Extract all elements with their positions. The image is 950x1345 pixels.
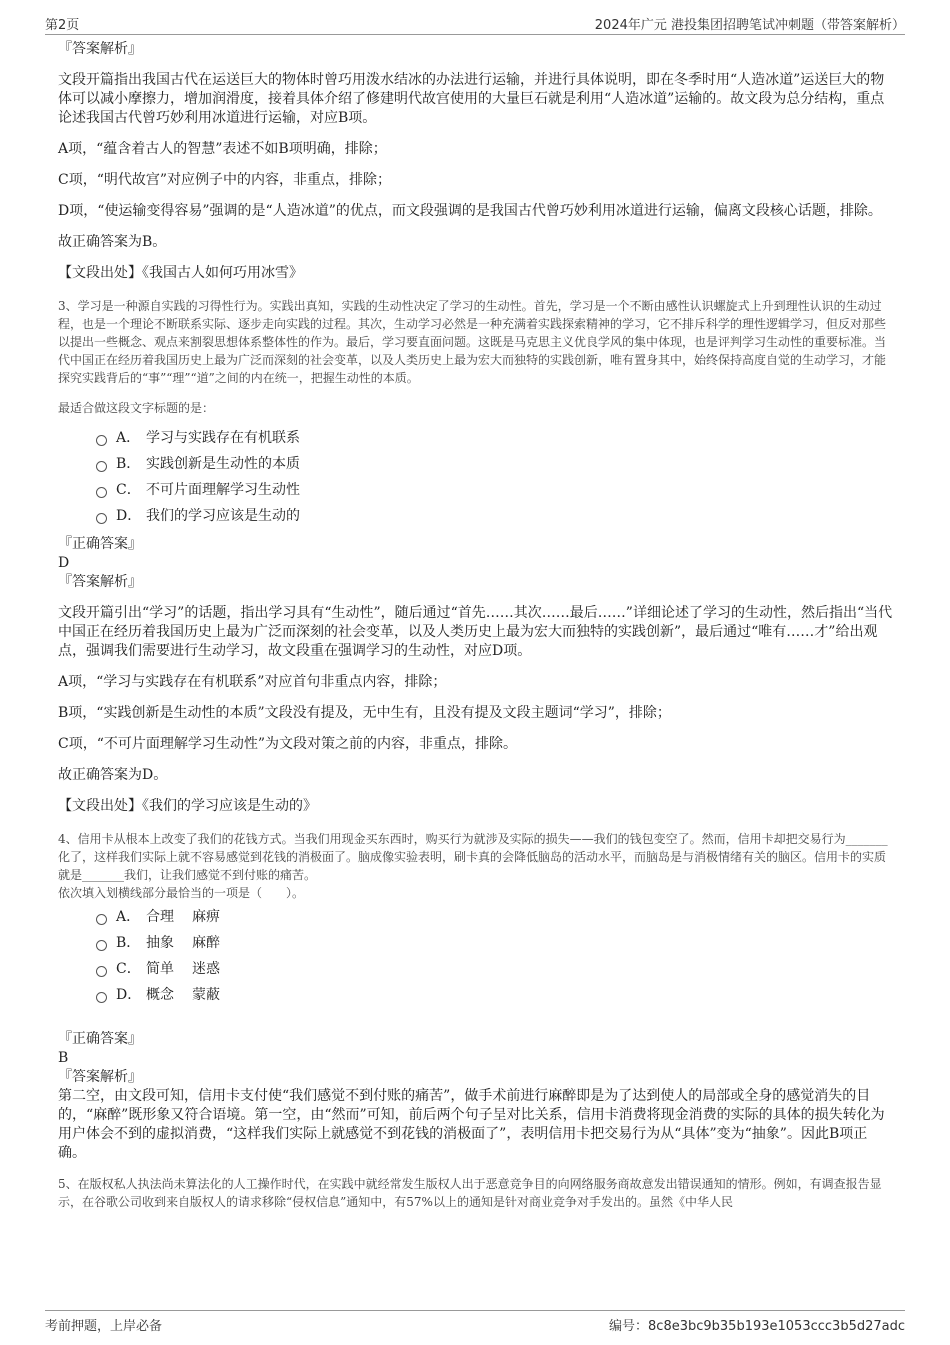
option-c[interactable]: [96, 956, 893, 982]
option-text: 实践创新是生动性的本质: [146, 456, 300, 472]
page-content: [58, 40, 893, 1211]
analysis-label: 『答案解析』: [58, 41, 142, 57]
option-key: A．: [116, 430, 141, 446]
option-key: C．: [116, 961, 141, 977]
option-a[interactable]: [96, 425, 893, 451]
option-analysis: C项，“不可片面理解学习生动性”为文段对策之前的内容，非重点，排除。: [58, 736, 518, 752]
radio-icon[interactable]: [96, 914, 107, 925]
option-text: 学习与实践存在有机联系: [146, 430, 300, 446]
option-text: 我们的学习应该是生动的: [146, 508, 300, 524]
option-word-1: 抽象: [146, 935, 174, 951]
radio-icon[interactable]: [96, 966, 107, 977]
option-text: 不可片面理解学习生动性: [146, 482, 300, 498]
question-5-stem: 5、在版权私人执法尚未算法化的人工操作时代，在实践中就经常发生版权人出于恶意竞争目的向网络服务商故意发出错误通知的情形。例如，有调查报告显示，在谷歌公司收到来自版权人的请求移除“侵权信息”通知中，有57%以上的通知是针对商业竞争对手发出的。虽然《中华人民: [58, 1177, 882, 1209]
answer-label: 『正确答案』: [58, 1031, 142, 1047]
footer-slogan: 考前押题，上岸必备: [45, 1319, 163, 1334]
question-4-options: [96, 904, 893, 1008]
source-citation: 【文段出处】《我们的学习应该是生动的》: [58, 798, 317, 814]
radio-icon[interactable]: [96, 461, 107, 472]
option-word-2: 麻醉: [192, 935, 220, 951]
option-word-2: 迷惑: [192, 961, 220, 977]
answer-value: B: [58, 1050, 69, 1066]
question-4-prompt: 依次填入划横线部分最恰当的一项是（ ）。: [58, 886, 305, 900]
option-d[interactable]: [96, 503, 893, 529]
answer-label: 『正确答案』: [58, 536, 142, 552]
option-analysis: A项，“蕴含着古人的智慧”表述不如B项明确，排除；: [58, 141, 387, 157]
option-key: B．: [116, 456, 141, 472]
option-word-1: 概念: [146, 987, 174, 1003]
option-c[interactable]: [96, 477, 893, 503]
radio-icon[interactable]: [96, 992, 107, 1003]
analysis-text: 文段开篇指出我国古代在运送巨大的物体时曾巧用泼水结冰的办法进行运输，并进行具体说明，即在冬季时用“人造冰道”运送巨大的物体可以减小摩擦力，增加润滑度，接着具体介绍了修建明代故宫使用的大量巨石就是利用“人造冰道”运输的。故文段为总分结构，重点论述我国古代曾巧妙利用冰道进行运输，对应B项。: [58, 72, 885, 126]
analysis-label: 『答案解析』: [58, 574, 142, 590]
radio-icon[interactable]: [96, 487, 107, 498]
question-4-stem: 4、信用卡从根本上改变了我们的花钱方式。当我们用现金买东西时，购买行为就涉及实际的损失——我们的钱包变空了。然而，信用卡却把交易行为_______化了，这样我们实际上就不容易感觉到花钱的消极面了。脑成像实验表明，刷卡真的会降低脑岛的活动水平，而脑岛是与消极情绪有关的脑区。信用卡的实质就是_______我们，让我们感觉不到付账的痛苦。: [58, 832, 888, 882]
answer-value: D: [58, 555, 70, 571]
option-a[interactable]: [96, 904, 893, 930]
conclusion: 故正确答案为B。: [58, 234, 167, 250]
option-key: B．: [116, 935, 141, 951]
radio-icon[interactable]: [96, 435, 107, 446]
option-word-1: 简单: [146, 961, 174, 977]
option-key: C．: [116, 482, 141, 498]
question-3-prompt: 最适合做这段文字标题的是：: [58, 401, 215, 415]
analysis-label: 『答案解析』: [58, 1069, 142, 1085]
option-analysis: D项，“使运输变得容易”强调的是“人造冰道”的优点，而文段强调的是我国古代曾巧妙利用冰道进行运输，偏离文段核心话题，排除。: [58, 203, 882, 219]
analysis-text: 文段开篇引出“学习”的话题，指出学习具有“生动性”，随后通过“首先……其次……最后……”详细论述了学习的生动性，然后指出“当代中国正在经历着我国历史上最为广泛而深刻的社会变革，以及人类历史上最为宏大而独特的实践创新”，最后通过“唯有……才”给出观点，强调我们需要进行生动学习，故文段重在强调学习的生动性，对应D项。: [58, 605, 893, 659]
option-b[interactable]: [96, 451, 893, 477]
option-analysis: C项，“明代故宫”对应例子中的内容，非重点，排除；: [58, 172, 392, 188]
radio-icon[interactable]: [96, 940, 107, 951]
question-3-stem: 3、学习是一种源自实践的习得性行为。实践出真知，实践的生动性决定了学习的生动性。首先，学习是一个不断由感性认识螺旋式上升到理性认识的生动过程，也是一个理论不断联系实际、逐步走向实践的过程。其次，生动学习必然是一种充满着实践探索精神的学习，它不排斥科学的理性逻辑学习，但反对那些以提出一些概念、观点来割裂思想体系整体性的作为。最后，学习要直面问题。这既是马克思主义优良学风的集中体现，也是评判学习生动性的重要标准。当代中国正在经历着我国历史上最为广泛而深刻的社会变革，以及人类历史上最为宏大而独特的实践创新，唯有置身其中，始终保持高度自觉的生动学习，才能探究实践背后的“事”“理”“道”之间的内在统一，把握生动性的本质。: [58, 299, 887, 385]
option-word-2: 蒙蔽: [192, 987, 220, 1003]
question-3-options: [96, 425, 893, 529]
page-number: 第2页: [45, 18, 80, 33]
option-key: A．: [116, 909, 141, 925]
option-b[interactable]: [96, 930, 893, 956]
page-footer: [45, 1310, 905, 1333]
option-word-1: 合理: [146, 909, 174, 925]
document-title: 2024年广元 港投集团招聘笔试冲刺题（带答案解析）: [594, 18, 905, 33]
conclusion: 故正确答案为D。: [58, 767, 168, 783]
option-word-2: 麻痹: [192, 909, 220, 925]
radio-icon[interactable]: [96, 513, 107, 524]
option-key: D．: [116, 508, 142, 524]
option-d[interactable]: [96, 982, 893, 1008]
option-analysis: A项，“学习与实践存在有机联系”对应首句非重点内容，排除；: [58, 674, 447, 690]
analysis-text: 第二空，由文段可知，信用卡支付使“我们感觉不到付账的痛苦”，做手术前进行麻醉即是为了达到使人的局部或全身的感觉消失的目的，“麻醉”既形象又符合语境。第一空，由“然而”可知，前后两个句子呈对比关系，信用卡消费将现金消费的实际的具体的损失转化为用户体会不到的虚拟消费，“这样我们实际上就感觉不到花钱的消极面了”，表明信用卡把交易行为从“具体”变为“抽象”。因此B项正确。: [58, 1088, 885, 1161]
option-key: D．: [116, 987, 142, 1003]
page-header: [45, 12, 905, 35]
document-id: 编号：8c8e3bc9b35b193e1053ccc3b5d27adc: [609, 1319, 905, 1334]
option-analysis: B项，“实践创新是生动性的本质”文段没有提及，无中生有，且没有提及文段主题词“学习”，排除；: [58, 705, 671, 721]
source-citation: 【文段出处】《我国古人如何巧用冰雪》: [58, 265, 303, 281]
